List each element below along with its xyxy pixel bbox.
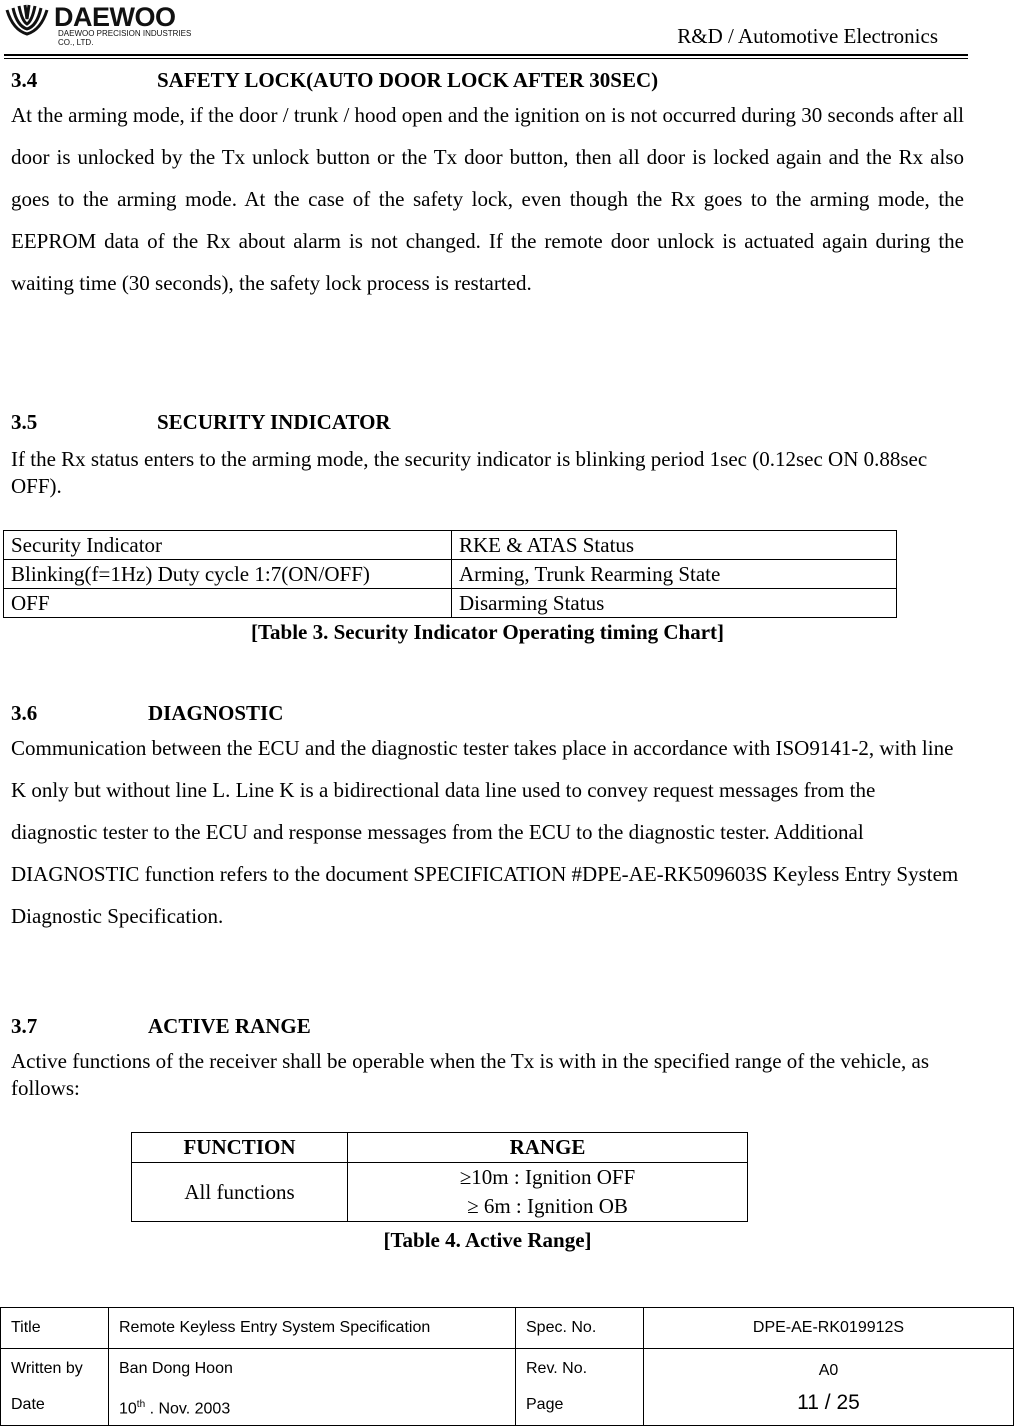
header-rule-thin: [4, 58, 968, 59]
header-rule: [4, 54, 968, 56]
daewoo-emblem-icon: [4, 4, 50, 40]
security-indicator-table: [3, 530, 897, 618]
footer-spec-value: DPE-AE-RK019912S: [644, 1308, 1014, 1349]
table-4-caption: [Table 4. Active Range]: [383, 1228, 592, 1252]
section-3-4-heading: 3.4 SAFETY LOCK(AUTO DOOR LOCK AFTER 30SEC): [11, 68, 659, 92]
footer-written-label: Written by: [11, 1360, 83, 1377]
table-cell: All functions: [132, 1163, 348, 1222]
footer-date-label: Date: [11, 1396, 45, 1413]
footer-title-value: Remote Keyless Entry System Specification: [109, 1308, 516, 1349]
footer-values-cell: [109, 1349, 516, 1426]
table-cell: OFF: [4, 589, 452, 618]
daewoo-logo: [4, 2, 204, 48]
section-3-7-heading: 3.7 ACTIVE RANGE: [11, 1014, 311, 1038]
footer-rev-label: Rev. No.: [526, 1360, 588, 1377]
table-header-row: [4, 531, 897, 560]
table-header-row: [132, 1133, 748, 1163]
table-cell: Disarming Status: [452, 589, 897, 618]
table-header-cell: RKE & ATAS Status: [452, 531, 897, 560]
section-3-5-body: If the Rx status enters to the arming mode, the security indicator is blinking period 1sec (0.12sec ON 0.88sec OFF).: [11, 447, 928, 498]
section-3-6-heading: 3.6 DIAGNOSTIC: [11, 701, 284, 725]
table-row: [4, 589, 897, 618]
footer-written-value: Ban Dong Hoon: [119, 1360, 233, 1377]
department-label: R&D / Automotive Electronics: [677, 24, 938, 48]
range-cell: ≥10m : Ignition OFF ≥ 6m : Ignition OB: [348, 1163, 748, 1222]
section-3-6-body: Communication between the ECU and the diagnostic tester takes place in accordance with ISO9141-2, with line K only but without line L. Line K is a bidirectional data line used to convey request messages from the diagnostic tester to the ECU and response messages from the ECU to the diagnostic tester. Additional DIAGNOSTIC function refers to the document SPECIFICATION #DPE-AE-RK509603S Keyless Entry System Diagnostic Specification.: [11, 736, 959, 928]
section-3-5-heading: 3.5 SECURITY INDICATOR: [11, 410, 391, 434]
footer-page-label: Page: [526, 1396, 564, 1413]
table-header-cell: FUNCTION: [132, 1133, 348, 1163]
footer-rev-page-values: [644, 1349, 1014, 1426]
footer-title-label: Title: [1, 1308, 109, 1349]
table-row: [132, 1163, 748, 1222]
footer-rev-value: A0: [818, 1362, 839, 1379]
footer-row: [1, 1349, 1014, 1426]
footer-rev-page-labels: [516, 1349, 644, 1426]
section-3-7-body: Active functions of the receiver shall be operable when the Tx is with in the specified range of the vehicle, as follows:: [11, 1049, 930, 1100]
footer-row: [1, 1308, 1014, 1349]
table-3-caption: [Table 3. Security Indicator Operating timing Chart]: [250, 620, 725, 644]
logo-wordmark: DAEWOO: [54, 2, 176, 32]
table-cell: Arming, Trunk Rearming State: [452, 560, 897, 589]
footer-spec-label: Spec. No.: [516, 1308, 644, 1349]
table-row: [4, 560, 897, 589]
footer-page-value: 11 / 25: [797, 1391, 860, 1414]
table-header-cell: RANGE: [348, 1133, 748, 1163]
footer-labels-cell: [1, 1349, 109, 1426]
footer-date-value: 10th . Nov. 2003: [119, 1399, 231, 1418]
active-range-table: [131, 1132, 748, 1222]
table-cell: Blinking(f=1Hz) Duty cycle 1:7(ON/OFF): [4, 560, 452, 589]
section-3-4-body: At the arming mode, if the door / trunk / hood open and the ignition on is not occurred during 30 seconds after all door is unlocked by the Tx unlock button or the Tx door button, then all door is locked again and the Rx also goes to the arming mode. At the case of the safety lock, even though the Rx goes to the arming mode, the EEPROM data of the Rx about alarm is not changed. If the remote door unlock is actuated again during the waiting time (30 seconds), the safety lock process is restarted.: [11, 103, 964, 295]
logo-subtitle: DAEWOO PRECISION INDUSTRIES CO., LTD.: [58, 29, 192, 47]
table-header-cell: Security Indicator: [4, 531, 452, 560]
document-footer-table: [0, 1307, 1014, 1426]
